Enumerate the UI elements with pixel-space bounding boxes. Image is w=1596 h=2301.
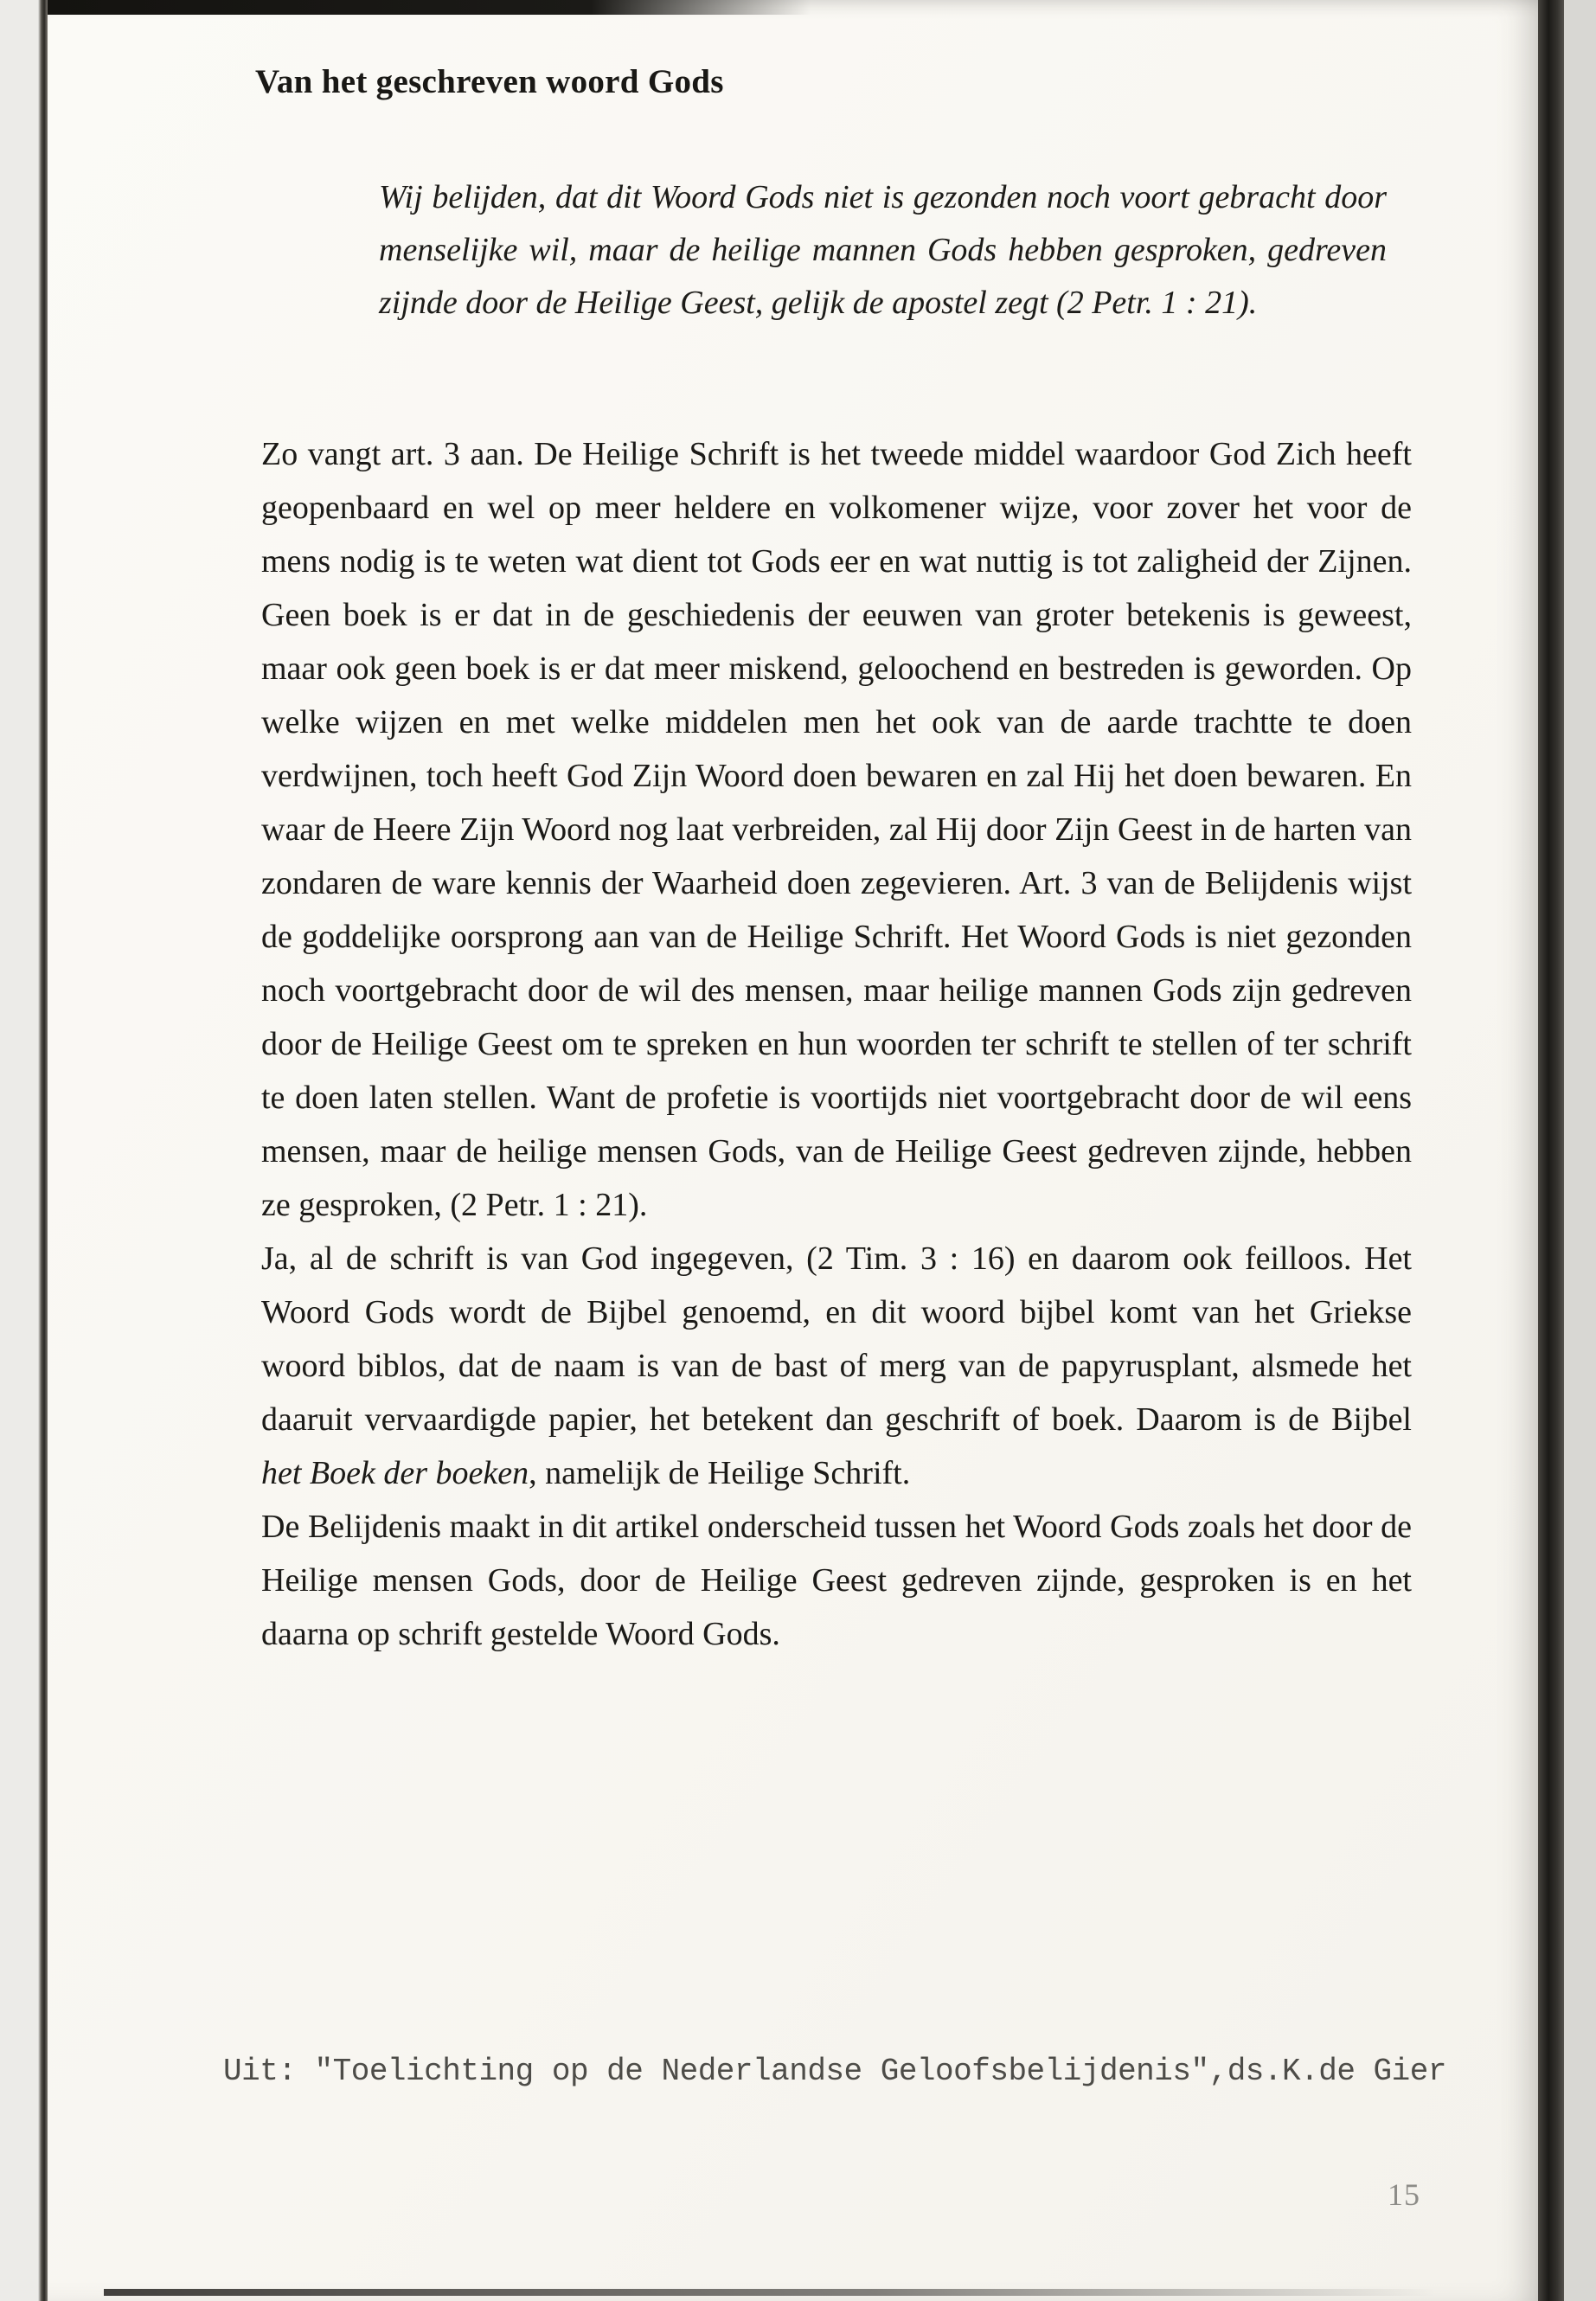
scan-margin-right	[1564, 0, 1596, 2301]
paragraph-3: De Belijdenis maakt in dit artikel onderscheid tussen het Woord Gods zoals het door de Heilige mensen Gods, door de Heilige Geest gedreven zijnde, gesproken is en het daarna op schrift gestelde Woord Gods.	[261, 1509, 1412, 1652]
paragraph-2	[261, 1232, 1412, 1500]
page-title: Van het geschreven woord Gods	[255, 63, 724, 100]
paragraph-2-italic-phrase: het Boek der boeken	[261, 1455, 529, 1491]
page-paper	[45, 0, 1538, 2301]
scan-edge-left	[38, 0, 48, 2301]
paragraph-2-text: Ja, al de schrift is van God ingegeven, (2 Tim. 3 : 16) en daarom ook feilloos. Het Woord Gods wordt de Bijbel genoemd, en dit woord bijbel komt van het Griekse woord biblos, dat de naam is van de bast of merg van de papyrusplant, alsmede het daaruit vervaardigde papier, het betekent dan geschrift of boek. Daarom is de Bijbel	[261, 1240, 1412, 1438]
scan-edge-top	[43, 0, 826, 15]
body-text	[261, 427, 1412, 1661]
page-number: 15	[1388, 2177, 1420, 2212]
paragraph-2-text-end: , namelijk de Heilige Schrift.	[529, 1455, 911, 1491]
paragraph-1: Zo vangt art. 3 aan. De Heilige Schrift is het tweede middel waardoor God Zich heeft geopenbaard en wel op meer heldere en volkomener wijze, voor zover het voor de mens nodig is te weten wat dient tot Gods eer en wat nuttig is tot zaligheid der Zijnen. Geen boek is er dat in de geschiedenis der eeuwen van groter betekenis is geweest, maar ook geen boek is er dat meer miskend, geloochend en bestreden is geworden. Op welke wijzen en met welke middelen men het ook van de aarde trachtte te doen verdwijnen, toch heeft God Zijn Woord doen bewaren en zal Hij het doen bewaren. En waar de Heere Zijn Woord nog laat verbreiden, zal Hij door Zijn Geest in de harten van zondaren de ware kennis der Waarheid doen zegevieren. Art. 3 van de Belijdenis wijst de goddelijke oorsprong aan van de Heilige Schrift. Het Woord Gods is niet gezonden noch voortgebracht door de wil des mensen, maar heilige mannen Gods zijn gedreven door de Heilige Geest om te spreken en hun woorden ter schrift te stellen of ter schrift te doen laten stellen. Want de profetie is voortijds niet voortgebracht door de wil eens mensen, maar de heilige mensen Gods, van de Heilige Geest gedreven zijnde, hebben ze gesproken, (2 Petr. 1 : 21).	[261, 436, 1412, 1223]
scan-edge-right	[1538, 0, 1564, 2301]
confession-quote: Wij belijden, dat dit Woord Gods niet is gezonden noch voort gebracht door menselijke wil, maar de heilige mannen Gods hebben gesproken, gedreven zijnde door de Heilige Geest, gelijk de apostel zegt (2 Petr. 1 : 21).	[379, 179, 1387, 321]
scan-edge-bottom	[104, 2289, 1505, 2296]
source-attribution: Uit: "Toelichting op de Nederlandse Geloofsbelijdenis",ds.K.de Gier	[223, 2054, 1446, 2089]
